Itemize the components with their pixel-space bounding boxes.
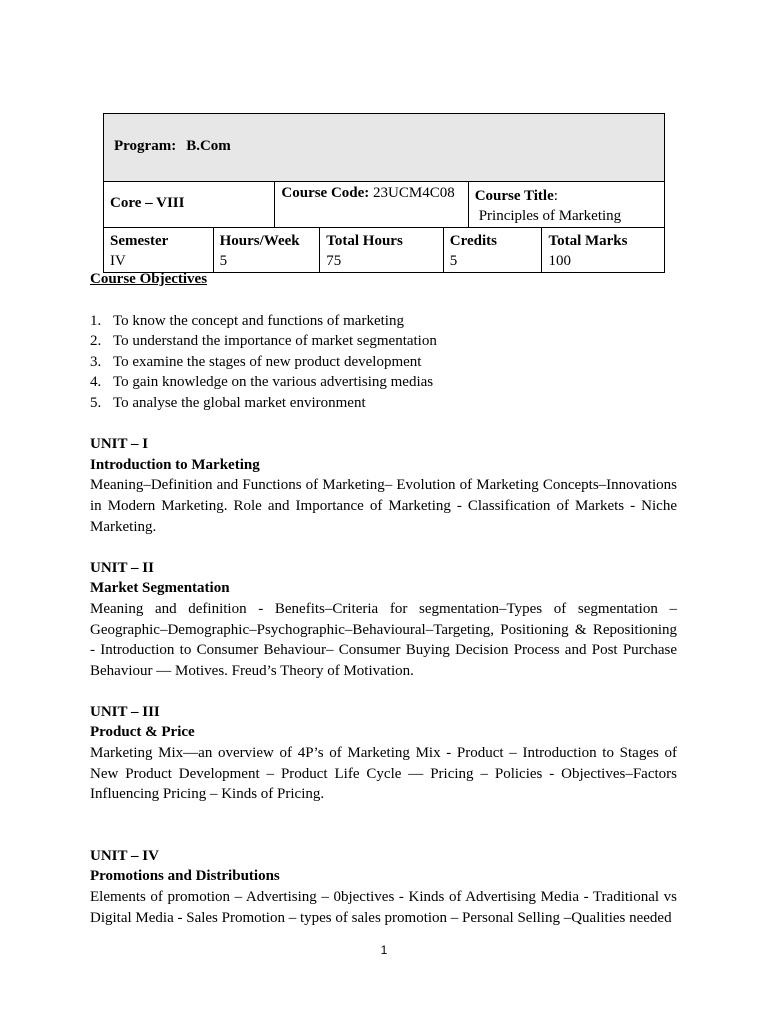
total-hours-label: Total Hours (326, 233, 403, 249)
total-marks-label: Total Marks (548, 233, 628, 249)
credits-value: 5 (449, 253, 458, 269)
objective-item (90, 372, 677, 393)
total-marks-cell (541, 228, 664, 272)
unit-subtitle: Introduction to Marketing (90, 456, 260, 473)
course-code-value: 23UCM4C08 (373, 185, 455, 201)
total-hours-cell (319, 228, 443, 272)
objective-number: 2. (90, 333, 102, 350)
unit-4 (90, 846, 677, 928)
unit-title: UNIT – II (90, 559, 154, 576)
unit-subtitle: Promotions and Distributions (90, 868, 280, 885)
course-title-value: Principles of Marketing (478, 208, 622, 224)
objective-number: 1. (90, 312, 102, 329)
unit-3 (90, 702, 677, 805)
unit-body: Elements of promotion – Advertising – 0bjectives - Kinds of Advertising Media - Traditional vs Digital Media - Sales Promotion – types of sales promotion – Personal Selling –Qualities needed (90, 889, 677, 926)
core-label: Core – VIII (110, 195, 185, 211)
total-marks-value: 100 (548, 253, 571, 269)
course-code-cell (274, 182, 467, 227)
objective-item (90, 352, 677, 373)
objectives-heading: Course Objectives (90, 271, 208, 287)
program-value: B.Com (186, 138, 231, 154)
unit-title: UNIT – I (90, 436, 149, 453)
program-label: Program: (114, 138, 177, 154)
semester-label: Semester (110, 233, 169, 249)
objective-number: 4. (90, 374, 102, 391)
unit-2 (90, 558, 677, 682)
credits-label: Credits (449, 233, 498, 249)
unit-body: Meaning–Definition and Functions of Marketing– Evolution of Marketing Concepts–Innovations in Modern Marketing. Role and Importance of Marketing - Classification of Markets - Niche Marketing. (90, 477, 677, 535)
unit-subtitle: Market Segmentation (90, 580, 230, 597)
objective-item (90, 393, 677, 414)
course-title-colon: : (553, 188, 558, 204)
objectives-list (90, 311, 677, 414)
course-title-label: Course Title (474, 188, 554, 204)
unit-body: Marketing Mix—an overview of 4P’s of Marketing Mix - Product – Introduction to Stages of New Product Development – Product Life Cycle — Pricing – Policies - Objectives–Factors Influencing Pricing – Kinds of Pricing. (90, 745, 677, 803)
objective-text: To examine the stages of new product development (113, 353, 422, 370)
unit-subtitle: Product & Price (90, 724, 195, 741)
hours-week-cell (213, 228, 320, 272)
objective-text: To analyse the global market environment (113, 394, 366, 411)
objective-text: To understand the importance of market segmentation (113, 333, 437, 350)
hours-week-value: 5 (219, 253, 228, 269)
semester-value: IV (110, 253, 126, 269)
objective-text: To gain knowledge on the various advertising medias (113, 374, 434, 391)
unit-body: Meaning and definition - Benefits–Criteria for segmentation–Types of segmentation – Geographic–Demographic–Psychographic–Behavioural–Targeting, Positioning & Repositioning - Introduction to Consumer Behaviour– Consumer Buying Decision Process and Post Purchase Behaviour — Motives. Freud’s Theory of Motivation. (90, 600, 677, 679)
credits-cell (443, 228, 542, 272)
course-info-table (103, 113, 665, 273)
course-title-cell (468, 182, 664, 227)
syllabus-content (90, 269, 677, 928)
objective-text: To know the concept and functions of marketing (113, 312, 404, 329)
objective-number: 5. (90, 394, 102, 411)
unit-1 (90, 434, 677, 537)
objective-item (90, 331, 677, 352)
semester-cell (104, 228, 213, 272)
total-hours-value: 75 (326, 253, 342, 269)
program-cell (104, 114, 664, 181)
core-cell (104, 182, 274, 227)
objective-number: 3. (90, 353, 102, 370)
unit-title: UNIT – III (90, 703, 160, 720)
hours-week-label: Hours/Week (219, 233, 300, 249)
unit-title: UNIT – IV (90, 847, 159, 864)
objective-item (90, 311, 677, 332)
page-number: 1 (380, 943, 388, 957)
course-code-label: Course Code: (281, 185, 370, 201)
